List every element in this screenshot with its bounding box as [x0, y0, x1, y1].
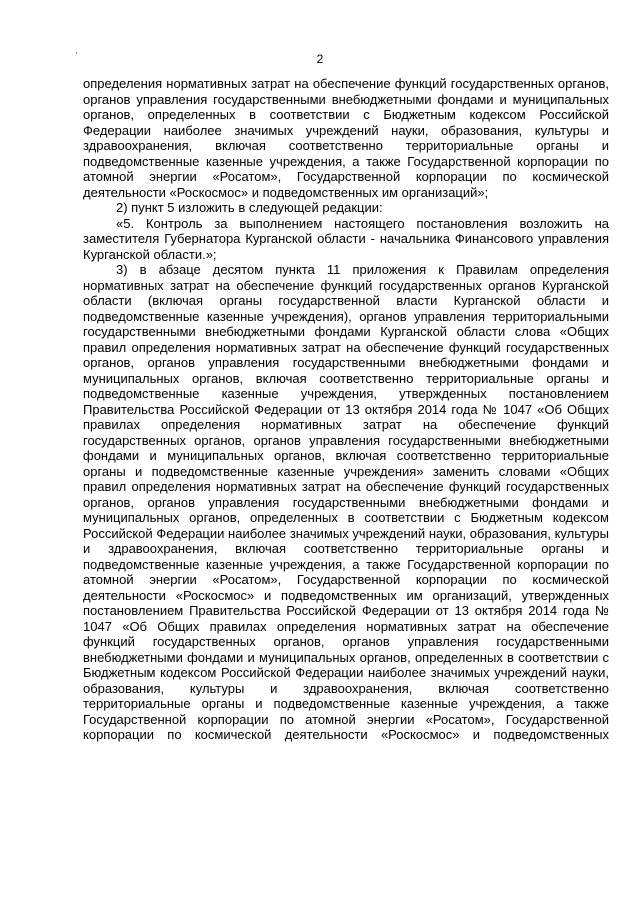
- document-body: [83, 76, 609, 743]
- paragraph-item-2-text: «5. Контроль за выполнением настоящего постановления возложить на заместителя Губернатора Курганской области - начальника Финансового управления Курганской области.»;: [83, 215, 609, 262]
- paragraph-continuation: определения нормативных затрат на обеспечение функций государственных органов, органов управления государственными внебюджетными фондами и муниципальных органов, определенных в соответствии с Бюджетным кодексом Российской Федерации наиболее значимых учреждений науки, образования, культуры и здравоохранения, включая соответственно территориальные органы и подведомственные казенные учреждения, а также Государственной корпорации по атомной энергии «Росатом», Государственной корпорации по космической деятельности «Роскосмос» и подведомственных им организаций»;: [83, 76, 609, 200]
- page-number: 2: [316, 52, 324, 66]
- paragraph-item-2: 2) пункт 5 изложить в следующей редакции:: [116, 200, 383, 215]
- paragraph-item-3: 3) в абзаце десятом пункта 11 приложения к Правилам определения нормативных затрат на обеспечение функций государственных органов Курганской области (включая органы государственной власти Курганской области и подведомственные казенные учреждения), органов управления территориальными государственными внебюджетными фондами Курганской области слова «Общих правил определения нормативных затрат на обеспечение функций государственных органов, органов управления государственными внебюджетными фондами и муниципальных органов, включая соответственно территориальные органы и подведомственные казенные учреждения, утвержденных постановлением Правительства Российской Федерации от 13 октября 2014 года № 1047 «Об Общих правилах определения нормативных затрат на обеспечение функций государственных органов, органов управления государственными внебюджетными фондами и муниципальных органов, включая соответственно территориальные органы и подведомственные казенные учреждения» заменить словами «Общих правил определения нормативных затрат на обеспечение функций государственных органов, органов управления государственными внебюджетными фондами и муниципальных органов, определенных в соответствии с Бюджетным кодексом Российской Федерации наиболее значимых учреждений науки, образования, культуры и здравоохранения, включая соответственно территориальные органы и подведомственные казенные учреждения, а также Государственной корпорации по атомной энергии «Росатом», Государственной корпорации по космической деятельности «Роскосмос» и подведомственных им организаций, утвержденных постановлением Правительства Российской Федерации от 13 октября 2014 года № 1047 «Об Общих правилах определения нормативных затрат на обеспечение функций государственных органов, органов управления государственными внебюджетными фондами и муниципальных органов, определенных в соответствии с Бюджетным кодексом Российской Федерации наиболее значимых учреждений науки, образования, культуры и здравоохранения, включая соответственно территориальные органы и подведомственные казенные учреждения, а также Государственной корпорации по атомной энергии «Росатом», Государственной корпорации по космической деятельности «Роскосмос» и подведомственных: [83, 262, 609, 742]
